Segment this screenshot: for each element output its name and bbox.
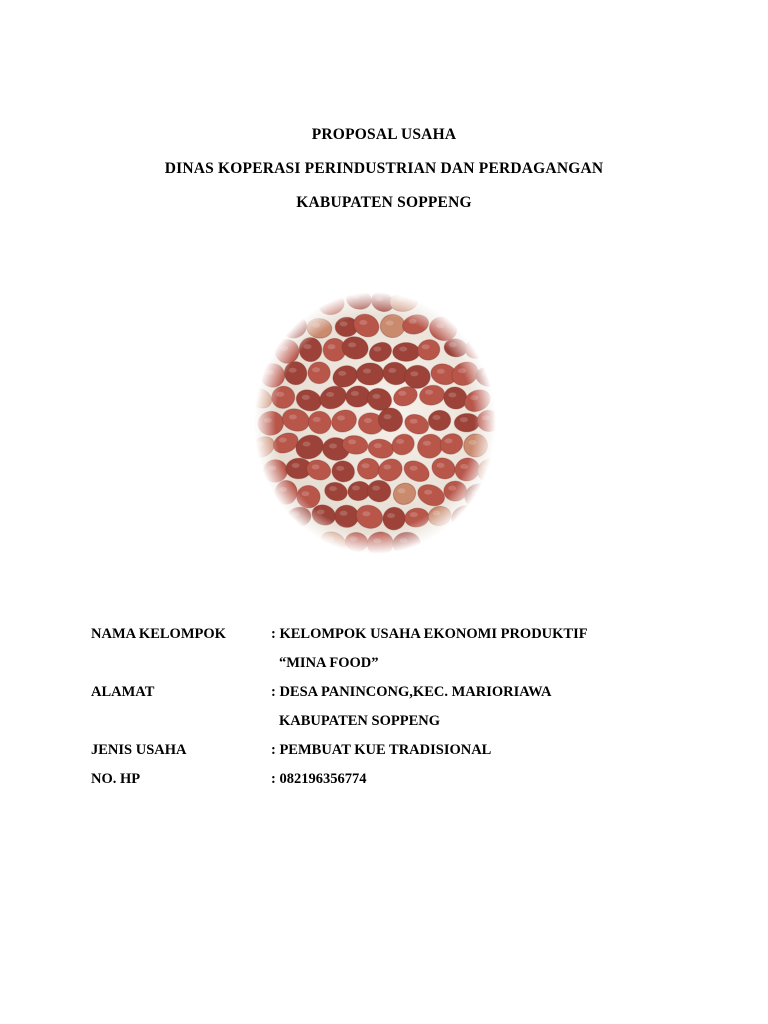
cookie-highlight <box>351 391 359 396</box>
cookie-highlight <box>386 321 394 326</box>
business-label: JENIS USAHA <box>91 742 187 758</box>
cookie-highlight <box>312 367 320 372</box>
cookie-plate-photo <box>254 292 496 554</box>
cookie-highlight <box>361 463 369 468</box>
cookie-highlight <box>276 392 284 397</box>
phone-label: NO. HP <box>91 771 141 787</box>
cookie-highlight <box>279 487 287 492</box>
cookie-highlight <box>340 321 348 326</box>
group-value-cont: “MINA FOOD” <box>279 655 379 671</box>
cookie <box>393 343 420 362</box>
cookie-highlight <box>384 414 392 419</box>
cookie-highlight <box>424 490 432 495</box>
cookie-highlight <box>348 439 356 444</box>
cookie-highlight <box>398 488 406 493</box>
cookie-highlight <box>304 344 312 349</box>
group-value: : KELOMPOK USAHA EKONOMI PRODUKTIF <box>271 626 588 642</box>
address-value-cont: KABUPATEN SOPPENG <box>279 713 440 729</box>
cookie-highlight <box>458 368 466 373</box>
cookie-highlight <box>352 486 360 491</box>
cookie <box>444 481 467 501</box>
cookie-highlight <box>348 342 356 347</box>
cookie-highlight <box>363 369 371 374</box>
cookie-highlight <box>362 511 370 516</box>
cookie-highlight <box>337 416 345 421</box>
cookie-highlight <box>388 368 396 373</box>
phone-value: : 082196356774 <box>271 771 367 787</box>
cookie-highlight <box>325 299 333 304</box>
cookie-highlight <box>433 415 441 420</box>
cookie-highlight <box>460 417 468 422</box>
agency-name: DINAS KOPERASI PERINDUSTRIAN DAN PERDAGANGAN <box>164 160 604 177</box>
cookie-highlight <box>326 537 334 542</box>
cookie-highlight <box>312 465 320 470</box>
cookie-highlight <box>289 368 297 373</box>
cookie-highlight <box>448 393 456 398</box>
cookie-highlight <box>302 395 310 400</box>
cookie-highlight <box>338 371 346 376</box>
info-row-group-cont <box>91 653 588 682</box>
cookie-highlight <box>398 391 406 396</box>
cookie-highlight <box>470 342 478 347</box>
cookie-highlight <box>292 512 300 517</box>
cookie-highlight <box>472 490 480 495</box>
cookie-highlight <box>469 440 477 445</box>
cookie-highlight <box>279 438 287 443</box>
cookie-highlight <box>400 538 408 543</box>
cookie-highlight <box>383 465 391 470</box>
cookie-highlight <box>264 418 272 423</box>
cookie-highlight <box>288 322 296 327</box>
cookie-highlight <box>410 466 418 471</box>
cookie <box>463 434 488 458</box>
info-row-business <box>91 740 588 769</box>
cookie-highlight <box>359 320 367 325</box>
proposal-title: PROPOSAL USAHA <box>311 126 457 143</box>
cookie-highlight <box>372 486 380 491</box>
document-title-block <box>0 124 768 226</box>
cookie-highlight <box>470 395 478 400</box>
address-label: ALAMAT <box>91 684 155 700</box>
cookie-highlight <box>397 296 405 301</box>
cookie-highlight <box>372 394 380 399</box>
info-row-phone <box>91 769 588 798</box>
cookie-highlight <box>303 442 311 447</box>
cookie-highlight <box>266 370 274 375</box>
cookie <box>356 363 384 386</box>
group-label: NAMA KELOMPOK <box>91 626 226 642</box>
cookie-highlight <box>482 465 490 470</box>
cookie-highlight <box>373 347 381 352</box>
cookie-highlight <box>373 538 381 543</box>
cookie-highlight <box>374 443 382 448</box>
cookie-highlight <box>326 392 334 397</box>
cookie-highlight <box>352 294 360 299</box>
cookie-highlight <box>437 463 445 468</box>
cookie-highlight <box>449 342 457 347</box>
cookie-highlight <box>350 536 358 541</box>
cookie-highlight <box>436 323 444 328</box>
cookie-highlight <box>292 463 300 468</box>
cookie-highlight <box>482 415 490 420</box>
cookie-highlight <box>410 512 418 517</box>
cookie-highlight <box>328 344 336 349</box>
cookie-highlight <box>482 371 490 376</box>
cookie-highlight <box>340 511 348 516</box>
info-row-group <box>91 624 588 653</box>
cookie-highlight <box>423 441 431 446</box>
cookie-highlight <box>268 466 276 471</box>
cookie <box>263 459 288 482</box>
business-value: : PEMBUAT KUE TRADISIONAL <box>271 742 492 758</box>
cookie-photo <box>254 292 496 554</box>
cookie-highlight <box>256 442 264 447</box>
cookie-highlight <box>433 511 441 516</box>
cookie-highlight <box>313 417 321 422</box>
cookie-highlight <box>448 486 456 491</box>
cookie-highlight <box>410 371 418 376</box>
info-row-address-cont <box>91 711 588 740</box>
cookie-highlight <box>329 444 337 449</box>
cookie-highlight <box>312 323 320 328</box>
cookie-highlight <box>329 486 337 491</box>
cookie-highlight <box>375 296 383 301</box>
cookie-highlight <box>437 369 445 374</box>
info-row-address <box>91 682 588 711</box>
cookie-highlight <box>387 513 395 518</box>
cookie-highlight <box>457 510 465 515</box>
regency-name: KABUPATEN SOPPENG <box>296 194 472 211</box>
cookie-highlight <box>317 510 325 515</box>
cookie-highlight <box>396 439 404 444</box>
cookie-highlight <box>422 344 430 349</box>
cookie-highlight <box>336 466 344 471</box>
cookie-highlight <box>399 347 407 352</box>
group-info-table <box>91 624 588 798</box>
cookie-highlight <box>301 491 309 496</box>
cookie-highlight <box>280 346 288 351</box>
cookie <box>454 413 480 432</box>
address-value: : DESA PANINCONG,KEC. MARIORIAWA <box>271 684 552 700</box>
cookie-highlight <box>410 419 418 424</box>
cookie-highlight <box>460 464 468 469</box>
cookie-highlight <box>364 418 372 423</box>
cookie-highlight <box>425 390 433 395</box>
cookie-highlight <box>409 319 417 324</box>
cookie-highlight <box>445 438 453 443</box>
cookie-highlight <box>289 415 297 420</box>
